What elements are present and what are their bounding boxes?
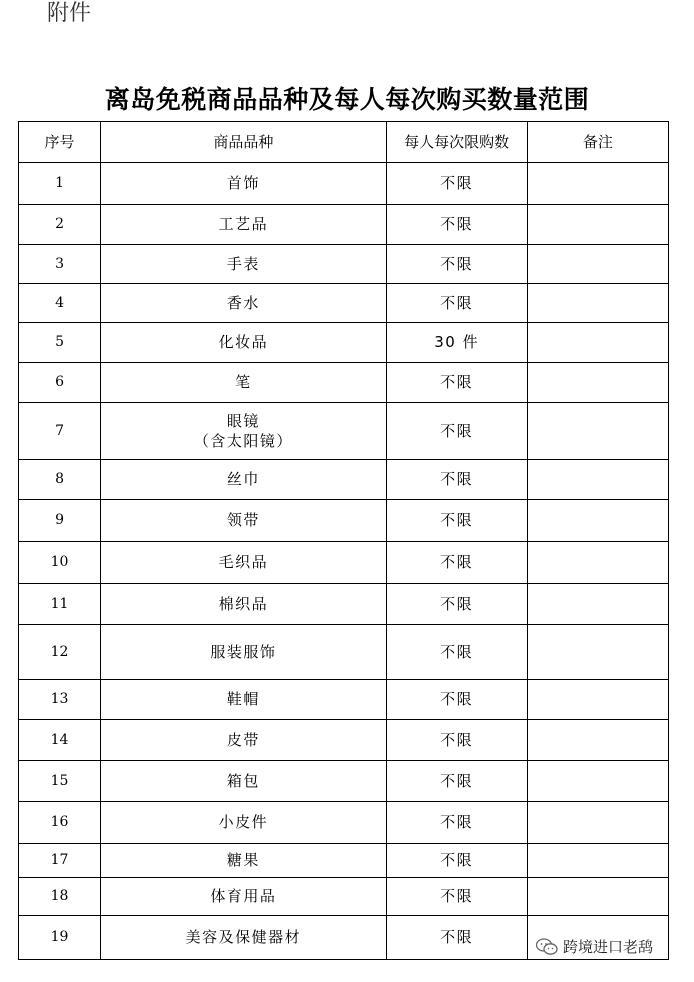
table-row (19, 542, 669, 584)
product-name: 糖果 (101, 844, 386, 878)
table-row (19, 363, 669, 403)
wechat-icon (536, 938, 558, 956)
product-name: 眼镜 (226, 411, 260, 430)
row-number: 2 (19, 205, 101, 245)
product-name: 香水 (101, 284, 386, 323)
product-name: 小皮件 (101, 802, 386, 844)
purchase-limit: 不限 (386, 363, 527, 403)
purchase-limit: 不限 (386, 584, 527, 625)
purchase-limit: 不限 (386, 680, 527, 720)
purchase-limit: 不限 (386, 802, 527, 844)
purchase-limit: 不限 (386, 844, 527, 878)
table-row (19, 844, 669, 878)
row-number: 9 (19, 500, 101, 542)
note-cell (527, 323, 668, 363)
table-row (19, 245, 669, 284)
purchase-limit: 不限 (386, 403, 527, 460)
purchase-limit: 不限 (386, 245, 527, 284)
note-cell (527, 802, 668, 844)
note-cell (527, 844, 668, 878)
product-name: 首饰 (101, 163, 386, 205)
purchase-limit: 不限 (386, 761, 527, 802)
purchase-limit: 不限 (386, 284, 527, 323)
product-name: 领带 (101, 500, 386, 542)
product-name: 笔 (101, 363, 386, 403)
purchase-limit: 不限 (386, 205, 527, 245)
row-number: 7 (19, 403, 101, 460)
row-number: 3 (19, 245, 101, 284)
table-header-row (19, 122, 669, 163)
row-number: 18 (19, 878, 101, 916)
product-name: 皮带 (101, 720, 386, 761)
row-number: 4 (19, 284, 101, 323)
table-row (19, 205, 669, 245)
table-row (19, 802, 669, 844)
table-row (19, 878, 669, 916)
row-number: 5 (19, 323, 101, 363)
row-number: 12 (19, 625, 101, 680)
table-row (19, 680, 669, 720)
product-table (18, 121, 669, 960)
note-cell (527, 625, 668, 680)
note-cell (527, 720, 668, 761)
row-number: 11 (19, 584, 101, 625)
product-name: 手表 (101, 245, 386, 284)
table-row (19, 323, 669, 363)
purchase-limit: 不限 (386, 916, 527, 960)
purchase-limit: 不限 (386, 625, 527, 680)
purchase-limit: 不限 (386, 500, 527, 542)
note-cell (527, 680, 668, 720)
row-number: 19 (19, 916, 101, 960)
row-number: 16 (19, 802, 101, 844)
row-number: 14 (19, 720, 101, 761)
note-cell (527, 460, 668, 500)
note-cell (527, 542, 668, 584)
row-number: 6 (19, 363, 101, 403)
table-row (19, 403, 669, 460)
table-row (19, 460, 669, 500)
page-title: 离岛免税商品品种及每人每次购买数量范围 (104, 85, 590, 114)
product-name: 服装服饰 (101, 625, 386, 680)
purchase-limit: 不限 (386, 542, 527, 584)
table-row (19, 720, 669, 761)
attachment-label: 附件 (47, 1, 92, 26)
product-name: 毛织品 (101, 542, 386, 584)
row-number: 13 (19, 680, 101, 720)
column-header-limit: 每人每次限购数 (386, 122, 527, 163)
row-number: 17 (19, 844, 101, 878)
product-name: 工艺品 (101, 205, 386, 245)
note-cell (527, 284, 668, 323)
purchase-limit: 30 件 (386, 323, 527, 363)
column-header-no: 序号 (19, 122, 101, 163)
table-row (19, 500, 669, 542)
product-name: 丝巾 (101, 460, 386, 500)
product-name: 棉织品 (101, 584, 386, 625)
row-number: 15 (19, 761, 101, 802)
row-number: 8 (19, 460, 101, 500)
note-cell (527, 403, 668, 460)
note-cell (527, 761, 668, 802)
note-cell (527, 500, 668, 542)
note-cell (527, 878, 668, 916)
product-name: 体育用品 (101, 878, 386, 916)
watermark-text: 跨境进口老鸹 (563, 938, 654, 956)
product-name: 化妆品 (101, 323, 386, 363)
table-row (19, 163, 669, 205)
row-number: 1 (19, 163, 101, 205)
row-number: 10 (19, 542, 101, 584)
purchase-limit: 不限 (386, 720, 527, 761)
table-row (19, 584, 669, 625)
purchase-limit: 不限 (386, 163, 527, 205)
table-row (19, 284, 669, 323)
product-name-detail: （含太阳镜） (193, 432, 293, 450)
note-cell (527, 363, 668, 403)
purchase-limit: 不限 (386, 878, 527, 916)
note-cell (527, 584, 668, 625)
purchase-limit: 不限 (386, 460, 527, 500)
product-name: 鞋帽 (101, 680, 386, 720)
note-cell (527, 163, 668, 205)
table-row (19, 625, 669, 680)
table-row (19, 761, 669, 802)
column-header-note: 备注 (527, 122, 668, 163)
note-cell (527, 205, 668, 245)
product-name: 箱包 (101, 761, 386, 802)
product-name: 美容及保健器材 (101, 916, 386, 960)
product-name-cell (101, 403, 386, 460)
column-header-name: 商品品种 (101, 122, 386, 163)
note-cell (527, 245, 668, 284)
watermark (536, 936, 653, 957)
